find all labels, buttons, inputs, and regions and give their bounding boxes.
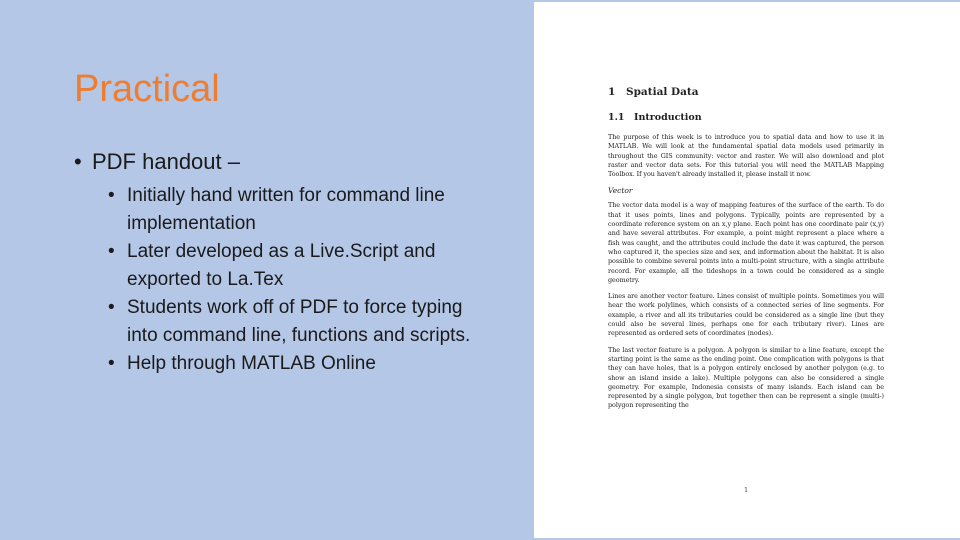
pdf-vector-paragraph-polygons: The last vector feature is a polygon. A polygon is similar to a line feature, except the starting point is the same as the ending point. One complication with polygons is that they can have holes, that is a polygon entirely enclosed by another polygon (e.g. to show an island inside a lake). Multiple polygons can also be considered a single geometry. For example, Indonesia consists of many islands. Each island can be represented by a single polygon, but together then can be represent a single (multi-) polygon representing the bbox=[608, 345, 884, 410]
pdf-page-number: 1 bbox=[744, 486, 749, 494]
sub-bullet-hand-written: • Initially hand written for command line implementation bbox=[108, 182, 477, 238]
pdf-section-number: 1 bbox=[608, 86, 616, 98]
pdf-page-image bbox=[534, 2, 960, 538]
pdf-content bbox=[608, 82, 884, 418]
slide-title: Practical bbox=[74, 68, 220, 110]
bullet-list bbox=[74, 148, 474, 378]
sub-bullet-matlab-online: • Help through MATLAB Online bbox=[108, 350, 477, 378]
pdf-vector-paragraph-lines: Lines are another vector feature. Lines consist of multiple points. Sometimes you will hear the work polylines, which consists of a connected series of line segments. For example, a river and all its tributaries could be considered as a single line (but they could also be several lines, perhaps one for each tributary river). Lines are represented as ordered sets of coordinates (nodes). bbox=[608, 292, 884, 338]
pdf-vector-heading: Vector bbox=[608, 186, 633, 196]
sub-bullet-live-script: • Later developed as a Live.Script and exported to La.Tex bbox=[108, 238, 477, 294]
bullet-pdf-handout: • PDF handout – bbox=[74, 148, 474, 176]
pdf-intro-paragraph: The purpose of this week is to introduce you to spatial data and how to use it in MATLAB. We will look at the fundamental spatial data models used primarily in throughout the GIS community: vector and raster. We will also download and plot raster and vector data sets. For this tutorial you will need the MATLAB Mapping Toolbox. If you haven't already installed it, please install it now. bbox=[608, 133, 884, 179]
pdf-section-title: Spatial Data bbox=[626, 86, 699, 98]
pdf-subsection-number: 1.1 bbox=[608, 112, 625, 123]
pdf-vector-paragraph-points: The vector data model is a way of mapping features of the surface of the earth. To do that it uses points, lines and polygons. Typically, points are represented by a coordinate reference system on an x,y plane. Each point has one coordinate pair (x,y) and have several attributes. For example, a point might represent a place where a fish was caught, and the attributes could include the date it was captured, the person who captured it, the species size and sex, and information about the habitat. It is also possible to combine several points into a multi-point structure, with a single attribute record. For example, all the tideshops in a town could be considered as a single geometry. bbox=[608, 201, 884, 284]
pdf-subsection-title: Introduction bbox=[634, 112, 702, 123]
sub-bullet-students-pdf: • Students work off of PDF to force typing into command line, functions and scripts. bbox=[108, 294, 477, 350]
pdf-section-heading bbox=[608, 86, 884, 98]
pdf-subsection-heading bbox=[608, 112, 884, 123]
sub-bullet-list bbox=[74, 182, 474, 378]
